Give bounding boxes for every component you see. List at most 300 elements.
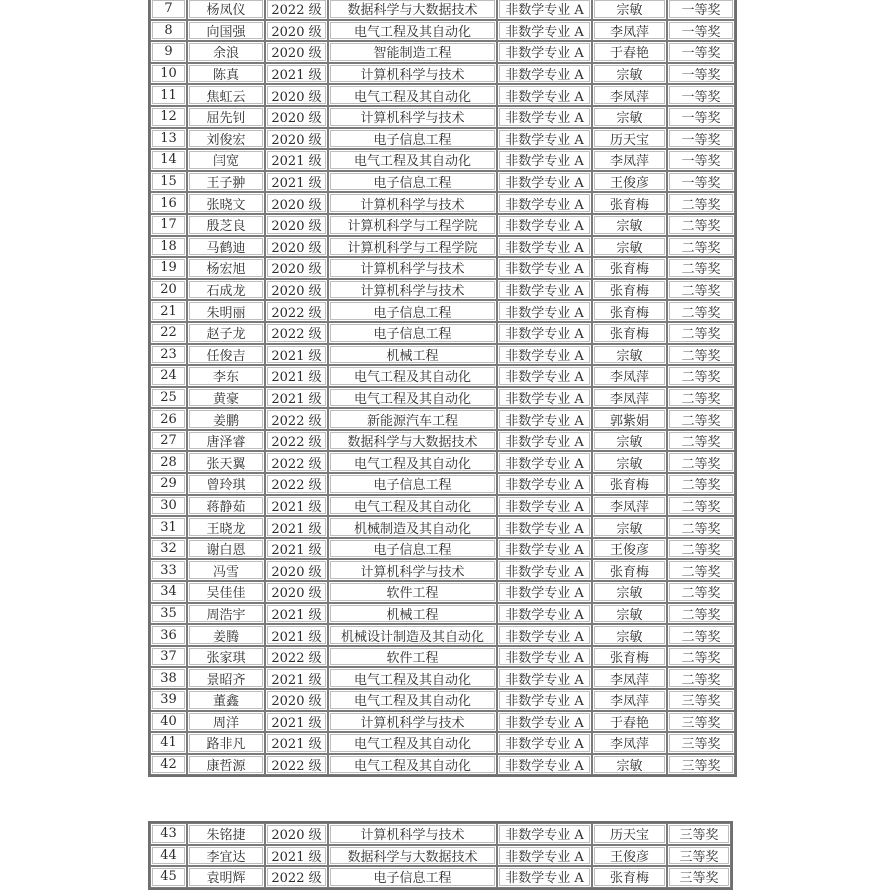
advisor-cell: 宗敏 [592, 430, 667, 452]
award-level-cell: 三等奖 [667, 689, 735, 711]
table-row [150, 495, 735, 517]
table-row [150, 387, 735, 409]
row-number-cell: 16 [150, 192, 187, 214]
competition-group-cell: 非数学专业 A [497, 866, 592, 888]
row-number-cell: 15 [150, 171, 187, 193]
table-row [150, 581, 735, 603]
advisor-cell: 李凤萍 [592, 732, 667, 754]
grade-year-cell: 2021 级 [265, 387, 328, 409]
student-name-cell: 朱明丽 [187, 300, 265, 322]
grade-year-cell: 2020 级 [265, 214, 328, 236]
major-cell: 智能制造工程 [328, 41, 497, 63]
major-cell: 电气工程及其自动化 [328, 387, 497, 409]
row-number-cell: 32 [150, 538, 187, 560]
major-cell: 电子信息工程 [328, 171, 497, 193]
grade-year-cell: 2022 级 [265, 430, 328, 452]
grade-year-cell: 2021 级 [265, 63, 328, 85]
row-number-cell: 8 [150, 20, 187, 42]
grade-year-cell: 2022 级 [265, 408, 328, 430]
table-row [150, 63, 735, 85]
major-cell: 计算机科学与技术 [328, 106, 497, 128]
student-name-cell: 康哲源 [187, 754, 265, 776]
competition-group-cell: 非数学专业 A [497, 408, 592, 430]
student-name-cell: 唐泽睿 [187, 430, 265, 452]
competition-group-cell: 非数学专业 A [497, 365, 592, 387]
student-name-cell: 张晓文 [187, 192, 265, 214]
major-cell: 电气工程及其自动化 [328, 451, 497, 473]
award-level-cell: 一等奖 [667, 20, 735, 42]
row-number-cell: 7 [150, 0, 187, 20]
advisor-cell: 宗敏 [592, 106, 667, 128]
grade-year-cell: 2020 级 [265, 559, 328, 581]
row-number-cell: 24 [150, 365, 187, 387]
student-name-cell: 陈真 [187, 63, 265, 85]
award-level-cell: 二等奖 [667, 538, 735, 560]
grade-year-cell: 2021 级 [265, 495, 328, 517]
table-row [150, 300, 735, 322]
advisor-cell: 张育梅 [592, 300, 667, 322]
competition-group-cell: 非数学专业 A [497, 279, 592, 301]
student-name-cell: 余浪 [187, 41, 265, 63]
award-level-cell: 三等奖 [667, 754, 735, 776]
award-level-cell: 一等奖 [667, 41, 735, 63]
student-name-cell: 杨凤仪 [187, 0, 265, 20]
grade-year-cell: 2021 级 [265, 845, 328, 867]
student-name-cell: 冯雪 [187, 559, 265, 581]
award-level-cell: 二等奖 [667, 300, 735, 322]
major-cell: 计算机科学与技术 [328, 279, 497, 301]
grade-year-cell: 2020 级 [265, 257, 328, 279]
grade-year-cell: 2022 级 [265, 866, 328, 888]
table-row [150, 516, 735, 538]
award-level-cell: 二等奖 [667, 430, 735, 452]
table-row [150, 344, 735, 366]
competition-group-cell: 非数学专业 A [497, 711, 592, 733]
student-name-cell: 董鑫 [187, 689, 265, 711]
student-name-cell: 周洋 [187, 711, 265, 733]
advisor-cell: 宗敏 [592, 624, 667, 646]
award-level-cell: 二等奖 [667, 667, 735, 689]
award-level-cell: 三等奖 [667, 823, 731, 845]
table-row [150, 322, 735, 344]
student-name-cell: 黄豪 [187, 387, 265, 409]
grade-year-cell: 2022 级 [265, 300, 328, 322]
table-row [150, 646, 735, 668]
table-row [150, 732, 735, 754]
award-level-cell: 二等奖 [667, 322, 735, 344]
competition-group-cell: 非数学专业 A [497, 538, 592, 560]
major-cell: 新能源汽车工程 [328, 408, 497, 430]
advisor-cell: 李凤萍 [592, 667, 667, 689]
competition-group-cell: 非数学专业 A [497, 0, 592, 20]
row-number-cell: 23 [150, 344, 187, 366]
grade-year-cell: 2020 级 [265, 689, 328, 711]
competition-group-cell: 非数学专业 A [497, 106, 592, 128]
row-number-cell: 12 [150, 106, 187, 128]
table-row [150, 171, 735, 193]
table-row [150, 0, 735, 20]
competition-group-cell: 非数学专业 A [497, 646, 592, 668]
competition-group-cell: 非数学专业 A [497, 322, 592, 344]
major-cell: 计算机科学与技术 [328, 711, 497, 733]
grade-year-cell: 2020 级 [265, 581, 328, 603]
major-cell: 电气工程及其自动化 [328, 689, 497, 711]
grade-year-cell: 2020 级 [265, 84, 328, 106]
table-row [150, 624, 735, 646]
table-row [150, 430, 735, 452]
competition-group-cell: 非数学专业 A [497, 300, 592, 322]
table-row [150, 754, 735, 776]
major-cell: 电子信息工程 [328, 322, 497, 344]
competition-group-cell: 非数学专业 A [497, 754, 592, 776]
grade-year-cell: 2021 级 [265, 365, 328, 387]
award-level-cell: 二等奖 [667, 214, 735, 236]
advisor-cell: 王俊彦 [592, 538, 667, 560]
major-cell: 计算机科学与技术 [328, 192, 497, 214]
row-number-cell: 25 [150, 387, 187, 409]
grade-year-cell: 2021 级 [265, 603, 328, 625]
student-name-cell: 杨宏旭 [187, 257, 265, 279]
grade-year-cell: 2021 级 [265, 344, 328, 366]
student-name-cell: 李东 [187, 365, 265, 387]
student-name-cell: 张家琪 [187, 646, 265, 668]
row-number-cell: 30 [150, 495, 187, 517]
advisor-cell: 郭紫娟 [592, 408, 667, 430]
row-number-cell: 42 [150, 754, 187, 776]
major-cell: 电气工程及其自动化 [328, 365, 497, 387]
competition-group-cell: 非数学专业 A [497, 516, 592, 538]
award-table-part-1 [148, 0, 737, 777]
advisor-cell: 李凤萍 [592, 365, 667, 387]
award-level-cell: 二等奖 [667, 387, 735, 409]
table-row [150, 20, 735, 42]
row-number-cell: 19 [150, 257, 187, 279]
row-number-cell: 22 [150, 322, 187, 344]
award-level-cell: 二等奖 [667, 192, 735, 214]
advisor-cell: 李凤萍 [592, 84, 667, 106]
row-number-cell: 11 [150, 84, 187, 106]
competition-group-cell: 非数学专业 A [497, 430, 592, 452]
row-number-cell: 34 [150, 581, 187, 603]
row-number-cell: 18 [150, 236, 187, 258]
student-name-cell: 任俊吉 [187, 344, 265, 366]
competition-group-cell: 非数学专业 A [497, 192, 592, 214]
row-number-cell: 36 [150, 624, 187, 646]
competition-group-cell: 非数学专业 A [497, 128, 592, 150]
competition-group-cell: 非数学专业 A [497, 20, 592, 42]
advisor-cell: 李凤萍 [592, 387, 667, 409]
table-row [150, 823, 731, 845]
table-row [150, 84, 735, 106]
grade-year-cell: 2020 级 [265, 128, 328, 150]
row-number-cell: 17 [150, 214, 187, 236]
row-number-cell: 20 [150, 279, 187, 301]
advisor-cell: 李凤萍 [592, 689, 667, 711]
table-row [150, 451, 735, 473]
award-level-cell: 二等奖 [667, 581, 735, 603]
advisor-cell: 宗敏 [592, 581, 667, 603]
table-row [150, 603, 735, 625]
grade-year-cell: 2020 级 [265, 236, 328, 258]
award-table-part-2 [148, 821, 733, 890]
student-name-cell: 张天翼 [187, 451, 265, 473]
advisor-cell: 宗敏 [592, 516, 667, 538]
advisor-cell: 宗敏 [592, 754, 667, 776]
table-row [150, 538, 735, 560]
advisor-cell: 宗敏 [592, 0, 667, 20]
grade-year-cell: 2021 级 [265, 538, 328, 560]
student-name-cell: 曾玲琪 [187, 473, 265, 495]
row-number-cell: 37 [150, 646, 187, 668]
competition-group-cell: 非数学专业 A [497, 451, 592, 473]
award-level-cell: 二等奖 [667, 473, 735, 495]
advisor-cell: 历天宝 [592, 128, 667, 150]
table-row [150, 408, 735, 430]
row-number-cell: 29 [150, 473, 187, 495]
grade-year-cell: 2022 级 [265, 322, 328, 344]
row-number-cell: 38 [150, 667, 187, 689]
table-row [150, 559, 735, 581]
major-cell: 机械制造及其自动化 [328, 516, 497, 538]
advisor-cell: 宗敏 [592, 344, 667, 366]
advisor-cell: 王俊彦 [592, 171, 667, 193]
major-cell: 计算机科学与工程学院 [328, 214, 497, 236]
major-cell: 电子信息工程 [328, 300, 497, 322]
major-cell: 机械工程 [328, 603, 497, 625]
student-name-cell: 姜腾 [187, 624, 265, 646]
major-cell: 电子信息工程 [328, 473, 497, 495]
advisor-cell: 宗敏 [592, 214, 667, 236]
advisor-cell: 宗敏 [592, 63, 667, 85]
advisor-cell: 王俊彦 [592, 845, 667, 867]
row-number-cell: 31 [150, 516, 187, 538]
advisor-cell: 宗敏 [592, 603, 667, 625]
award-level-cell: 一等奖 [667, 128, 735, 150]
advisor-cell: 于春艳 [592, 711, 667, 733]
major-cell: 计算机科学与技术 [328, 559, 497, 581]
advisor-cell: 李凤萍 [592, 495, 667, 517]
major-cell: 机械设计制造及其自动化 [328, 624, 497, 646]
grade-year-cell: 2020 级 [265, 20, 328, 42]
competition-group-cell: 非数学专业 A [497, 473, 592, 495]
major-cell: 电子信息工程 [328, 538, 497, 560]
grade-year-cell: 2020 级 [265, 106, 328, 128]
competition-group-cell: 非数学专业 A [497, 236, 592, 258]
table-row [150, 41, 735, 63]
major-cell: 计算机科学与技术 [328, 823, 497, 845]
table-row [150, 365, 735, 387]
advisor-cell: 宗敏 [592, 451, 667, 473]
major-cell: 数据科学与大数据技术 [328, 0, 497, 20]
award-level-cell: 三等奖 [667, 732, 735, 754]
student-name-cell: 马鹤迪 [187, 236, 265, 258]
student-name-cell: 蒋静茹 [187, 495, 265, 517]
major-cell: 计算机科学与技术 [328, 63, 497, 85]
award-level-cell: 二等奖 [667, 365, 735, 387]
table-row [150, 667, 735, 689]
competition-group-cell: 非数学专业 A [497, 63, 592, 85]
grade-year-cell: 2021 级 [265, 711, 328, 733]
table-row [150, 236, 735, 258]
major-cell: 电气工程及其自动化 [328, 20, 497, 42]
advisor-cell: 张育梅 [592, 473, 667, 495]
table-row [150, 279, 735, 301]
major-cell: 电气工程及其自动化 [328, 754, 497, 776]
advisor-cell: 张育梅 [592, 192, 667, 214]
row-number-cell: 13 [150, 128, 187, 150]
grade-year-cell: 2021 级 [265, 667, 328, 689]
grade-year-cell: 2021 级 [265, 171, 328, 193]
advisor-cell: 张育梅 [592, 279, 667, 301]
student-name-cell: 焦虹云 [187, 84, 265, 106]
advisor-cell: 张育梅 [592, 866, 667, 888]
award-level-cell: 二等奖 [667, 344, 735, 366]
table-row [150, 845, 731, 867]
grade-year-cell: 2022 级 [265, 754, 328, 776]
award-level-cell: 一等奖 [667, 149, 735, 171]
grade-year-cell: 2022 级 [265, 646, 328, 668]
competition-group-cell: 非数学专业 A [497, 41, 592, 63]
competition-group-cell: 非数学专业 A [497, 149, 592, 171]
row-number-cell: 39 [150, 689, 187, 711]
student-name-cell: 王子翀 [187, 171, 265, 193]
row-number-cell: 40 [150, 711, 187, 733]
award-level-cell: 二等奖 [667, 624, 735, 646]
row-number-cell: 9 [150, 41, 187, 63]
major-cell: 数据科学与大数据技术 [328, 845, 497, 867]
major-cell: 电气工程及其自动化 [328, 667, 497, 689]
competition-group-cell: 非数学专业 A [497, 559, 592, 581]
competition-group-cell: 非数学专业 A [497, 581, 592, 603]
advisor-cell: 张育梅 [592, 559, 667, 581]
table-row [150, 192, 735, 214]
table-row [150, 149, 735, 171]
advisor-cell: 宗敏 [592, 236, 667, 258]
award-level-cell: 二等奖 [667, 408, 735, 430]
student-name-cell: 周浩宇 [187, 603, 265, 625]
major-cell: 电子信息工程 [328, 128, 497, 150]
student-name-cell: 向国强 [187, 20, 265, 42]
competition-group-cell: 非数学专业 A [497, 171, 592, 193]
competition-group-cell: 非数学专业 A [497, 624, 592, 646]
award-level-cell: 一等奖 [667, 106, 735, 128]
competition-group-cell: 非数学专业 A [497, 214, 592, 236]
table-row [150, 473, 735, 495]
advisor-cell: 历天宝 [592, 823, 667, 845]
competition-group-cell: 非数学专业 A [497, 495, 592, 517]
grade-year-cell: 2022 级 [265, 473, 328, 495]
student-name-cell: 景昭齐 [187, 667, 265, 689]
major-cell: 电气工程及其自动化 [328, 149, 497, 171]
grade-year-cell: 2021 级 [265, 624, 328, 646]
award-level-cell: 三等奖 [667, 845, 731, 867]
grade-year-cell: 2022 级 [265, 451, 328, 473]
grade-year-cell: 2020 级 [265, 192, 328, 214]
row-number-cell: 45 [150, 866, 187, 888]
advisor-cell: 于春艳 [592, 41, 667, 63]
major-cell: 电气工程及其自动化 [328, 495, 497, 517]
award-level-cell: 二等奖 [667, 603, 735, 625]
advisor-cell: 张育梅 [592, 322, 667, 344]
award-level-cell: 二等奖 [667, 495, 735, 517]
major-cell: 计算机科学与技术 [328, 257, 497, 279]
major-cell: 数据科学与大数据技术 [328, 430, 497, 452]
table-row [150, 128, 735, 150]
award-level-cell: 二等奖 [667, 257, 735, 279]
student-name-cell: 袁明辉 [187, 866, 265, 888]
row-number-cell: 41 [150, 732, 187, 754]
student-name-cell: 路非凡 [187, 732, 265, 754]
major-cell: 软件工程 [328, 581, 497, 603]
grade-year-cell: 2022 级 [265, 0, 328, 20]
competition-group-cell: 非数学专业 A [497, 823, 592, 845]
row-number-cell: 26 [150, 408, 187, 430]
competition-group-cell: 非数学专业 A [497, 667, 592, 689]
competition-group-cell: 非数学专业 A [497, 689, 592, 711]
major-cell: 电气工程及其自动化 [328, 732, 497, 754]
award-level-cell: 三等奖 [667, 866, 731, 888]
competition-group-cell: 非数学专业 A [497, 732, 592, 754]
award-level-cell: 三等奖 [667, 711, 735, 733]
student-name-cell: 刘俊宏 [187, 128, 265, 150]
table-row [150, 689, 735, 711]
row-number-cell: 28 [150, 451, 187, 473]
row-number-cell: 35 [150, 603, 187, 625]
major-cell: 软件工程 [328, 646, 497, 668]
student-name-cell: 李宜达 [187, 845, 265, 867]
table-row [150, 106, 735, 128]
table-row [150, 257, 735, 279]
student-name-cell: 姜鹏 [187, 408, 265, 430]
grade-year-cell: 2021 级 [265, 149, 328, 171]
award-level-cell: 二等奖 [667, 236, 735, 258]
competition-group-cell: 非数学专业 A [497, 387, 592, 409]
award-level-cell: 二等奖 [667, 279, 735, 301]
advisor-cell: 张育梅 [592, 257, 667, 279]
competition-group-cell: 非数学专业 A [497, 344, 592, 366]
student-name-cell: 殷芝良 [187, 214, 265, 236]
award-level-cell: 二等奖 [667, 559, 735, 581]
row-number-cell: 43 [150, 823, 187, 845]
major-cell: 电气工程及其自动化 [328, 84, 497, 106]
student-name-cell: 闫宽 [187, 149, 265, 171]
student-name-cell: 吴佳佳 [187, 581, 265, 603]
grade-year-cell: 2021 级 [265, 516, 328, 538]
table-row [150, 866, 731, 888]
advisor-cell: 李凤萍 [592, 20, 667, 42]
award-level-cell: 二等奖 [667, 516, 735, 538]
grade-year-cell: 2020 级 [265, 41, 328, 63]
award-level-cell: 二等奖 [667, 451, 735, 473]
competition-group-cell: 非数学专业 A [497, 845, 592, 867]
student-name-cell: 谢白恩 [187, 538, 265, 560]
student-name-cell: 赵子龙 [187, 322, 265, 344]
competition-group-cell: 非数学专业 A [497, 257, 592, 279]
table-row [150, 214, 735, 236]
row-number-cell: 21 [150, 300, 187, 322]
award-level-cell: 一等奖 [667, 63, 735, 85]
student-name-cell: 王晓龙 [187, 516, 265, 538]
award-level-cell: 二等奖 [667, 646, 735, 668]
major-cell: 电子信息工程 [328, 866, 497, 888]
advisor-cell: 李凤萍 [592, 149, 667, 171]
major-cell: 机械工程 [328, 344, 497, 366]
student-name-cell: 屈先钊 [187, 106, 265, 128]
grade-year-cell: 2021 级 [265, 732, 328, 754]
row-number-cell: 33 [150, 559, 187, 581]
grade-year-cell: 2020 级 [265, 279, 328, 301]
award-level-cell: 一等奖 [667, 171, 735, 193]
